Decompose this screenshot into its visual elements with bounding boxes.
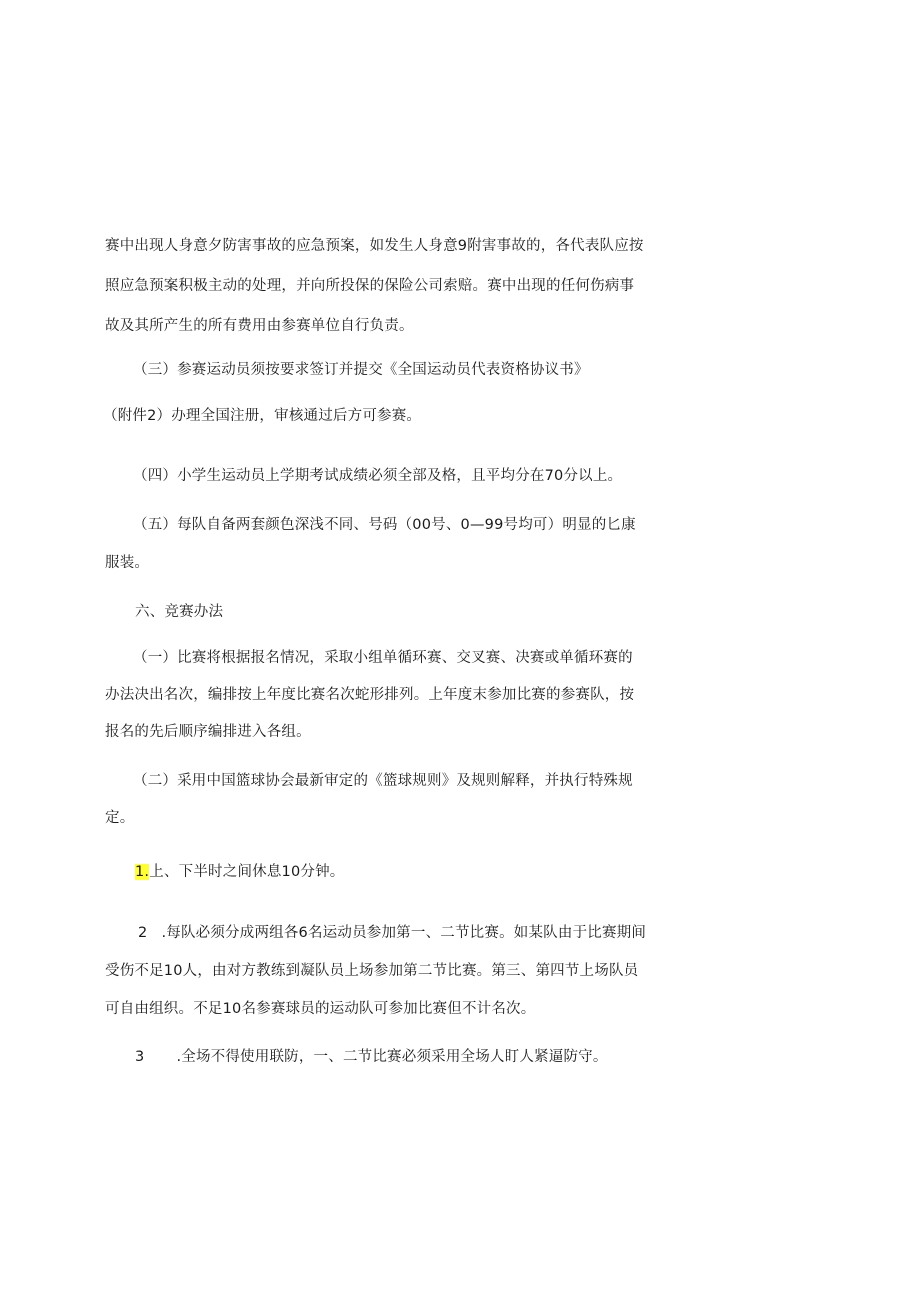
list-item-1-text: 上、下半时之间休息10分钟。 (149, 864, 345, 880)
list-item-2-line-1 (138, 923, 646, 943)
list-item-2-text-1: .每队必须分成两组各6名运动员参加第一、二节比赛。如某队由于比赛期间 (161, 925, 647, 941)
list-item-1 (135, 862, 345, 882)
list-number-1-highlight: 1. (135, 864, 150, 880)
list-item-3 (135, 1047, 608, 1067)
list-number-2: 2 (138, 925, 148, 941)
paragraph-3-line-1: （四）小学生运动员上学期考试成绩必须全部及格，且平均分在70分以上。 (133, 468, 623, 484)
paragraph-1-line-3: 故及其所产生的所有费用由参赛单位自行负责。 (105, 318, 414, 334)
paragraph-6-line-3: 报名的先后顺序编排进入各组。 (105, 724, 311, 740)
paragraph-7-line-2: 定。 (105, 810, 135, 826)
paragraph-4-line-2: 服装。 (105, 555, 150, 571)
paragraph-6-line-2: 办法决出名次，编排按上年度比赛名次蛇形排列。上年度末参加比赛的参赛队，按 (105, 687, 635, 703)
paragraph-6-line-1: （一）比赛将根据报名情况，采取小组单循环赛、交叉赛、决赛或单循环赛的 (133, 650, 633, 666)
list-item-3-text: .全场不得使用联防，一、二节比赛必须采用全场人盯人紧逼防守。 (176, 1049, 608, 1065)
paragraph-2-line-2: （附件2）办理全国注册，审核通过后方可参赛。 (103, 408, 422, 424)
paragraph-1-line-2: 照应急预案积极主动的处理，并向所投保的保险公司索赔。赛中出现的任何伤病事 (105, 278, 635, 294)
list-item-2-line-3: 可自由组织。不足10名参赛球员的运动队可参加比赛但不计名次。 (105, 1001, 536, 1017)
list-number-3: 3 (135, 1049, 145, 1065)
list-item-2-line-2: 受伤不足10人，由对方教练到凝队员上场参加第二节比赛。第三、第四节上场队员 (105, 963, 639, 979)
paragraph-2-line-1: （三）参赛运动员须按要求签订并提交《全国运动员代表资格协议书》 (133, 362, 589, 378)
paragraph-7-line-1: （二）采用中国篮球协会最新审定的《篮球规则》及规则解释，并执行特殊规 (133, 773, 633, 789)
section-heading: 六、竞赛办法 (135, 604, 224, 620)
paragraph-1-line-1: 赛中出现人身意夕防害事故的应急预案，如发生人身意9附害事故的，各代表队应按 (105, 238, 644, 254)
paragraph-4-line-1: （五）每队自备两套颜色深浅不同、号码（00号、0—99号均可）明显的匕康 (133, 517, 636, 533)
